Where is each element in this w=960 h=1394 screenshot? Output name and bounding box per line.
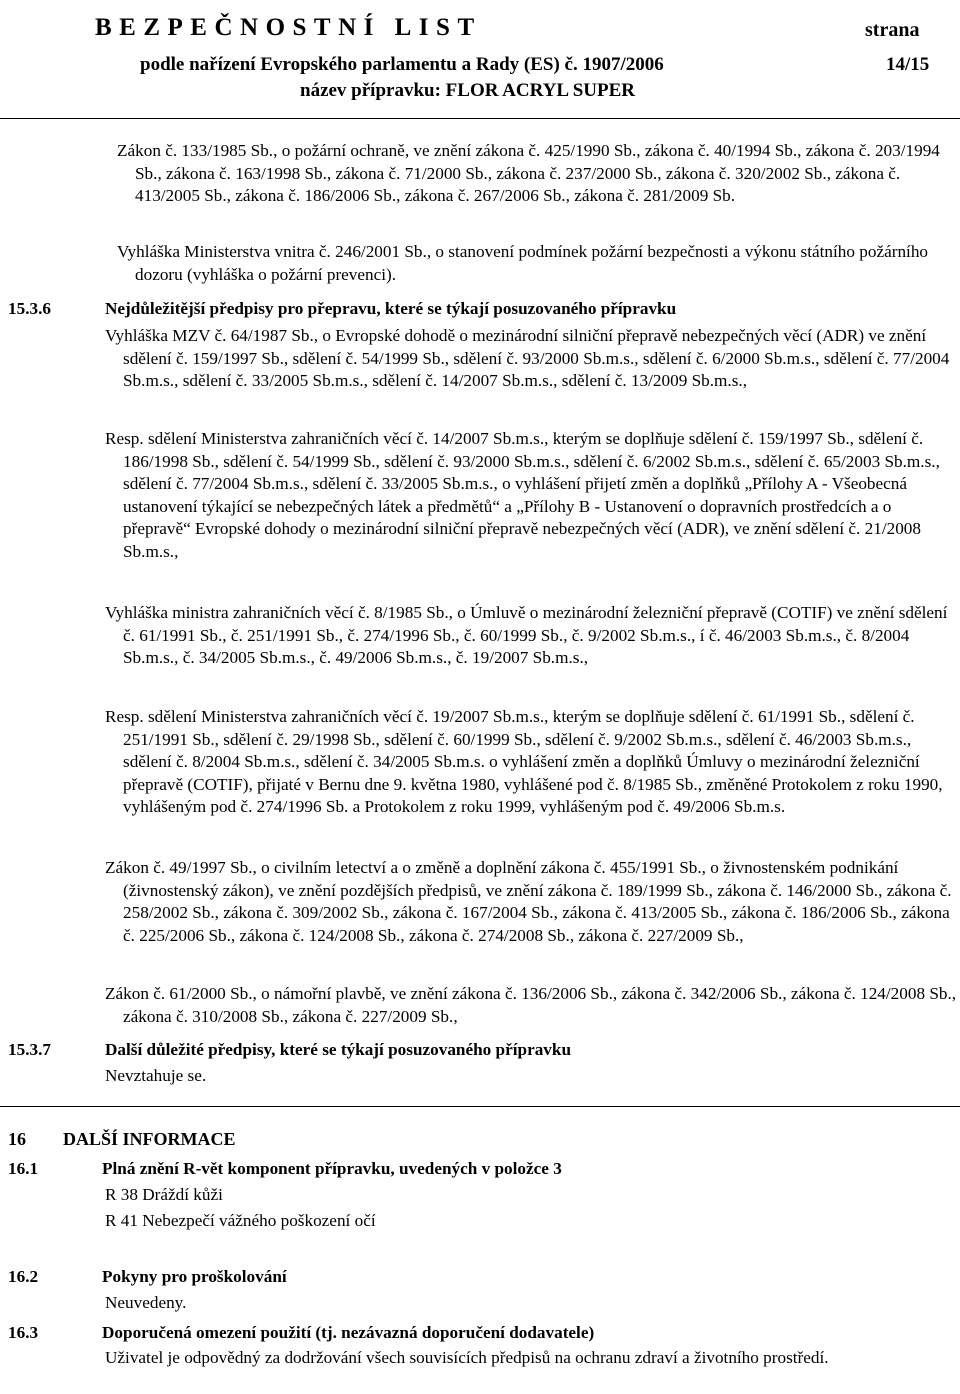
- section-heading: Plná znění R-vět komponent přípravku, uvedených v položce 3: [102, 1159, 562, 1178]
- section-divider: [0, 1106, 960, 1107]
- section-number: 16.2: [8, 1267, 39, 1286]
- section-number: 16.1: [8, 1159, 39, 1178]
- document-header: [0, 0, 960, 126]
- fire-protection-law: Zákon č. 133/1985 Sb., o požární ochraně, ve znění zákona č. 425/1990 Sb., zákona č. 40/1994 Sb., zákona č. 203/1994 Sb., zákona č. 163/1998 Sb., zákona č. 71/2000 Sb., zákona č. 237/2000 Sb., zákona č. 320/2002 Sb., zákona č. 413/2005 Sb., zákona č. 186/2006 Sb., zákona č. 267/2006 Sb., zákona č. 281/2009 Sb.: [117, 141, 940, 205]
- page-number: 14/15: [886, 54, 930, 75]
- product-name: název přípravku: FLOR ACRYL SUPER: [300, 80, 636, 101]
- section-number: 15.3.7: [8, 1040, 51, 1059]
- section-heading: Doporučená omezení použití (tj. nezávazná doporučení dodavatele): [102, 1323, 595, 1342]
- r-phrase: R 38 Dráždí kůži: [105, 1185, 223, 1204]
- adr-decree: Vyhláška MZV č. 64/1987 Sb., o Evropské dohodě o mezinárodní silniční přepravě nebezpečných věcí (ADR) ve znění sdělení č. 159/1997 Sb., sdělení č. 54/1999 Sb., sdělení č. 93/2000 Sb.m.s., sdělení č. 6/2000 Sb.m.s., sdělení č. 77/2004 Sb.m.s., sdělení č. 33/2005 Sb.m.s., sdělení č. 14/2007 Sb.m.s., sdělení č. 13/2009 Sb.m.s.,: [105, 326, 950, 390]
- document-title: BEZPEČNOSTNÍ LIST: [95, 14, 482, 41]
- civil-aviation-law: Zákon č. 49/1997 Sb., o civilním letectví a o změně a doplnění zákona č. 455/1991 Sb., o živnostenském podnikání (živnostenský zákon), ve znění pozdějších předpisů, ve znění zákona č. 189/1999 Sb., zákona č. 146/2000 Sb., zákona č. 258/2002 Sb., zákona č. 309/2002 Sb., zákona č. 167/2004 Sb., zákona č. 413/2005 Sb., zákona č. 186/2006 Sb., zákona č. 225/2006 Sb., zákona č. 124/2008 Sb., zákona č. 274/2008 Sb., zákona č. 227/2009 Sb.,: [105, 858, 952, 945]
- cotif-decree: Vyhláška ministra zahraničních věcí č. 8/1985 Sb., o Úmluvě o mezinárodní železniční přepravě (COTIF) ve znění sdělení č. 61/1991 Sb., č. 251/1991 Sb., č. 274/1996 Sb., č. 60/1999 Sb., č. 9/2002 Sb.m.s., í č. 46/2003 Sb.m.s., č. 8/2004 Sb.m.s., č. 34/2005 Sb.m.s., č. 49/2006 Sb.m.s., č. 19/2007 Sb.m.s.,: [105, 603, 948, 667]
- fire-prevention-decree: Vyhláška Ministerstva vnitra č. 246/2001 Sb., o stanovení podmínek požární bezpečnosti a výkonu státního požárního dozoru (vyhláška o požární prevenci).: [117, 242, 929, 284]
- regulation-subtitle: podle nařízení Evropského parlamentu a Rady (ES) č. 1907/2006: [140, 54, 664, 75]
- section-number: 16: [8, 1129, 26, 1149]
- page-label: strana: [865, 19, 920, 41]
- section-text: Nevztahuje se.: [105, 1066, 207, 1085]
- adr-communication: Resp. sdělení Ministerstva zahraničních věcí č. 14/2007 Sb.m.s., kterým se doplňuje sdělení č. 159/1997 Sb., sdělení č. 186/1998 Sb., sdělení č. 54/1999 Sb., sdělení č. 93/2000 Sb.m.s., sdělení č. 6/2002 Sb.m.s., sdělení č. 65/2003 Sb.m.s., sdělení č. 77/2004 Sb.m.s., sdělení č. 33/2005 Sb.m.s., o vyhlášení přijetí změn a doplňků „Přílohy A - Všeobecná ustanovení týkající se nebezpečných látek a předmětů“ a „Přílohy B - Ustanovení o dopravních prostředcích a o přepravě“ Evropské dohody o mezinárodní silniční přepravě nebezpečných věcí (ADR), ve znění sdělení č. 21/2008 Sb.m.s.,: [105, 429, 940, 561]
- section-heading: Pokyny pro proškolování: [102, 1267, 287, 1286]
- r-phrase: R 41 Nebezpečí vážného poškození očí: [105, 1211, 376, 1230]
- cotif-communication: Resp. sdělení Ministerstva zahraničních věcí č. 19/2007 Sb.m.s., kterým se doplňuje sdělení č. 61/1991 Sb., sdělení č. 251/1991 Sb., sdělení č. 29/1998 Sb., sdělení č. 60/1999 Sb., sdělení č. 9/2002 Sb.m.s., sdělení č. 46/2003 Sb.m.s., sdělení č. 8/2004 Sb.m.s., sdělení č. 34/2005 Sb.m.s. o vyhlášení změn a doplňků Úmluvy o mezinárodní železniční přepravě (COTIF), přijaté v Bernu dne 9. května 1980, vyhlášené pod č. 8/1985 Sb., změněné Protokolem z roku 1990, vyhlášeným pod č. 274/1996 Sb. a Protokolem z roku 1999, vyhlášeným pod č. 49/2006 Sb.m.s.: [105, 707, 943, 816]
- section-heading: Další důležité předpisy, které se týkají posuzovaného přípravku: [105, 1040, 572, 1059]
- section-number: 15.3.6: [8, 299, 51, 318]
- section-text: Neuvedeny.: [105, 1293, 187, 1312]
- header-divider: [0, 118, 960, 119]
- maritime-law: Zákon č. 61/2000 Sb., o námořní plavbě, ve znění zákona č. 136/2006 Sb., zákona č. 342/2006 Sb., zákona č. 124/2008 Sb., zákona č. 310/2008 Sb., zákona č. 227/2009 Sb.,: [105, 984, 957, 1026]
- section-text: Uživatel je odpovědný za dodržování všech souvisících předpisů na ochranu zdraví a životního prostředí.: [105, 1348, 829, 1367]
- section-number: 16.3: [8, 1323, 39, 1342]
- section-heading: Nejdůležitější předpisy pro přepravu, které se týkají posuzovaného přípravku: [105, 299, 677, 318]
- section-heading: DALŠÍ INFORMACE: [63, 1129, 236, 1149]
